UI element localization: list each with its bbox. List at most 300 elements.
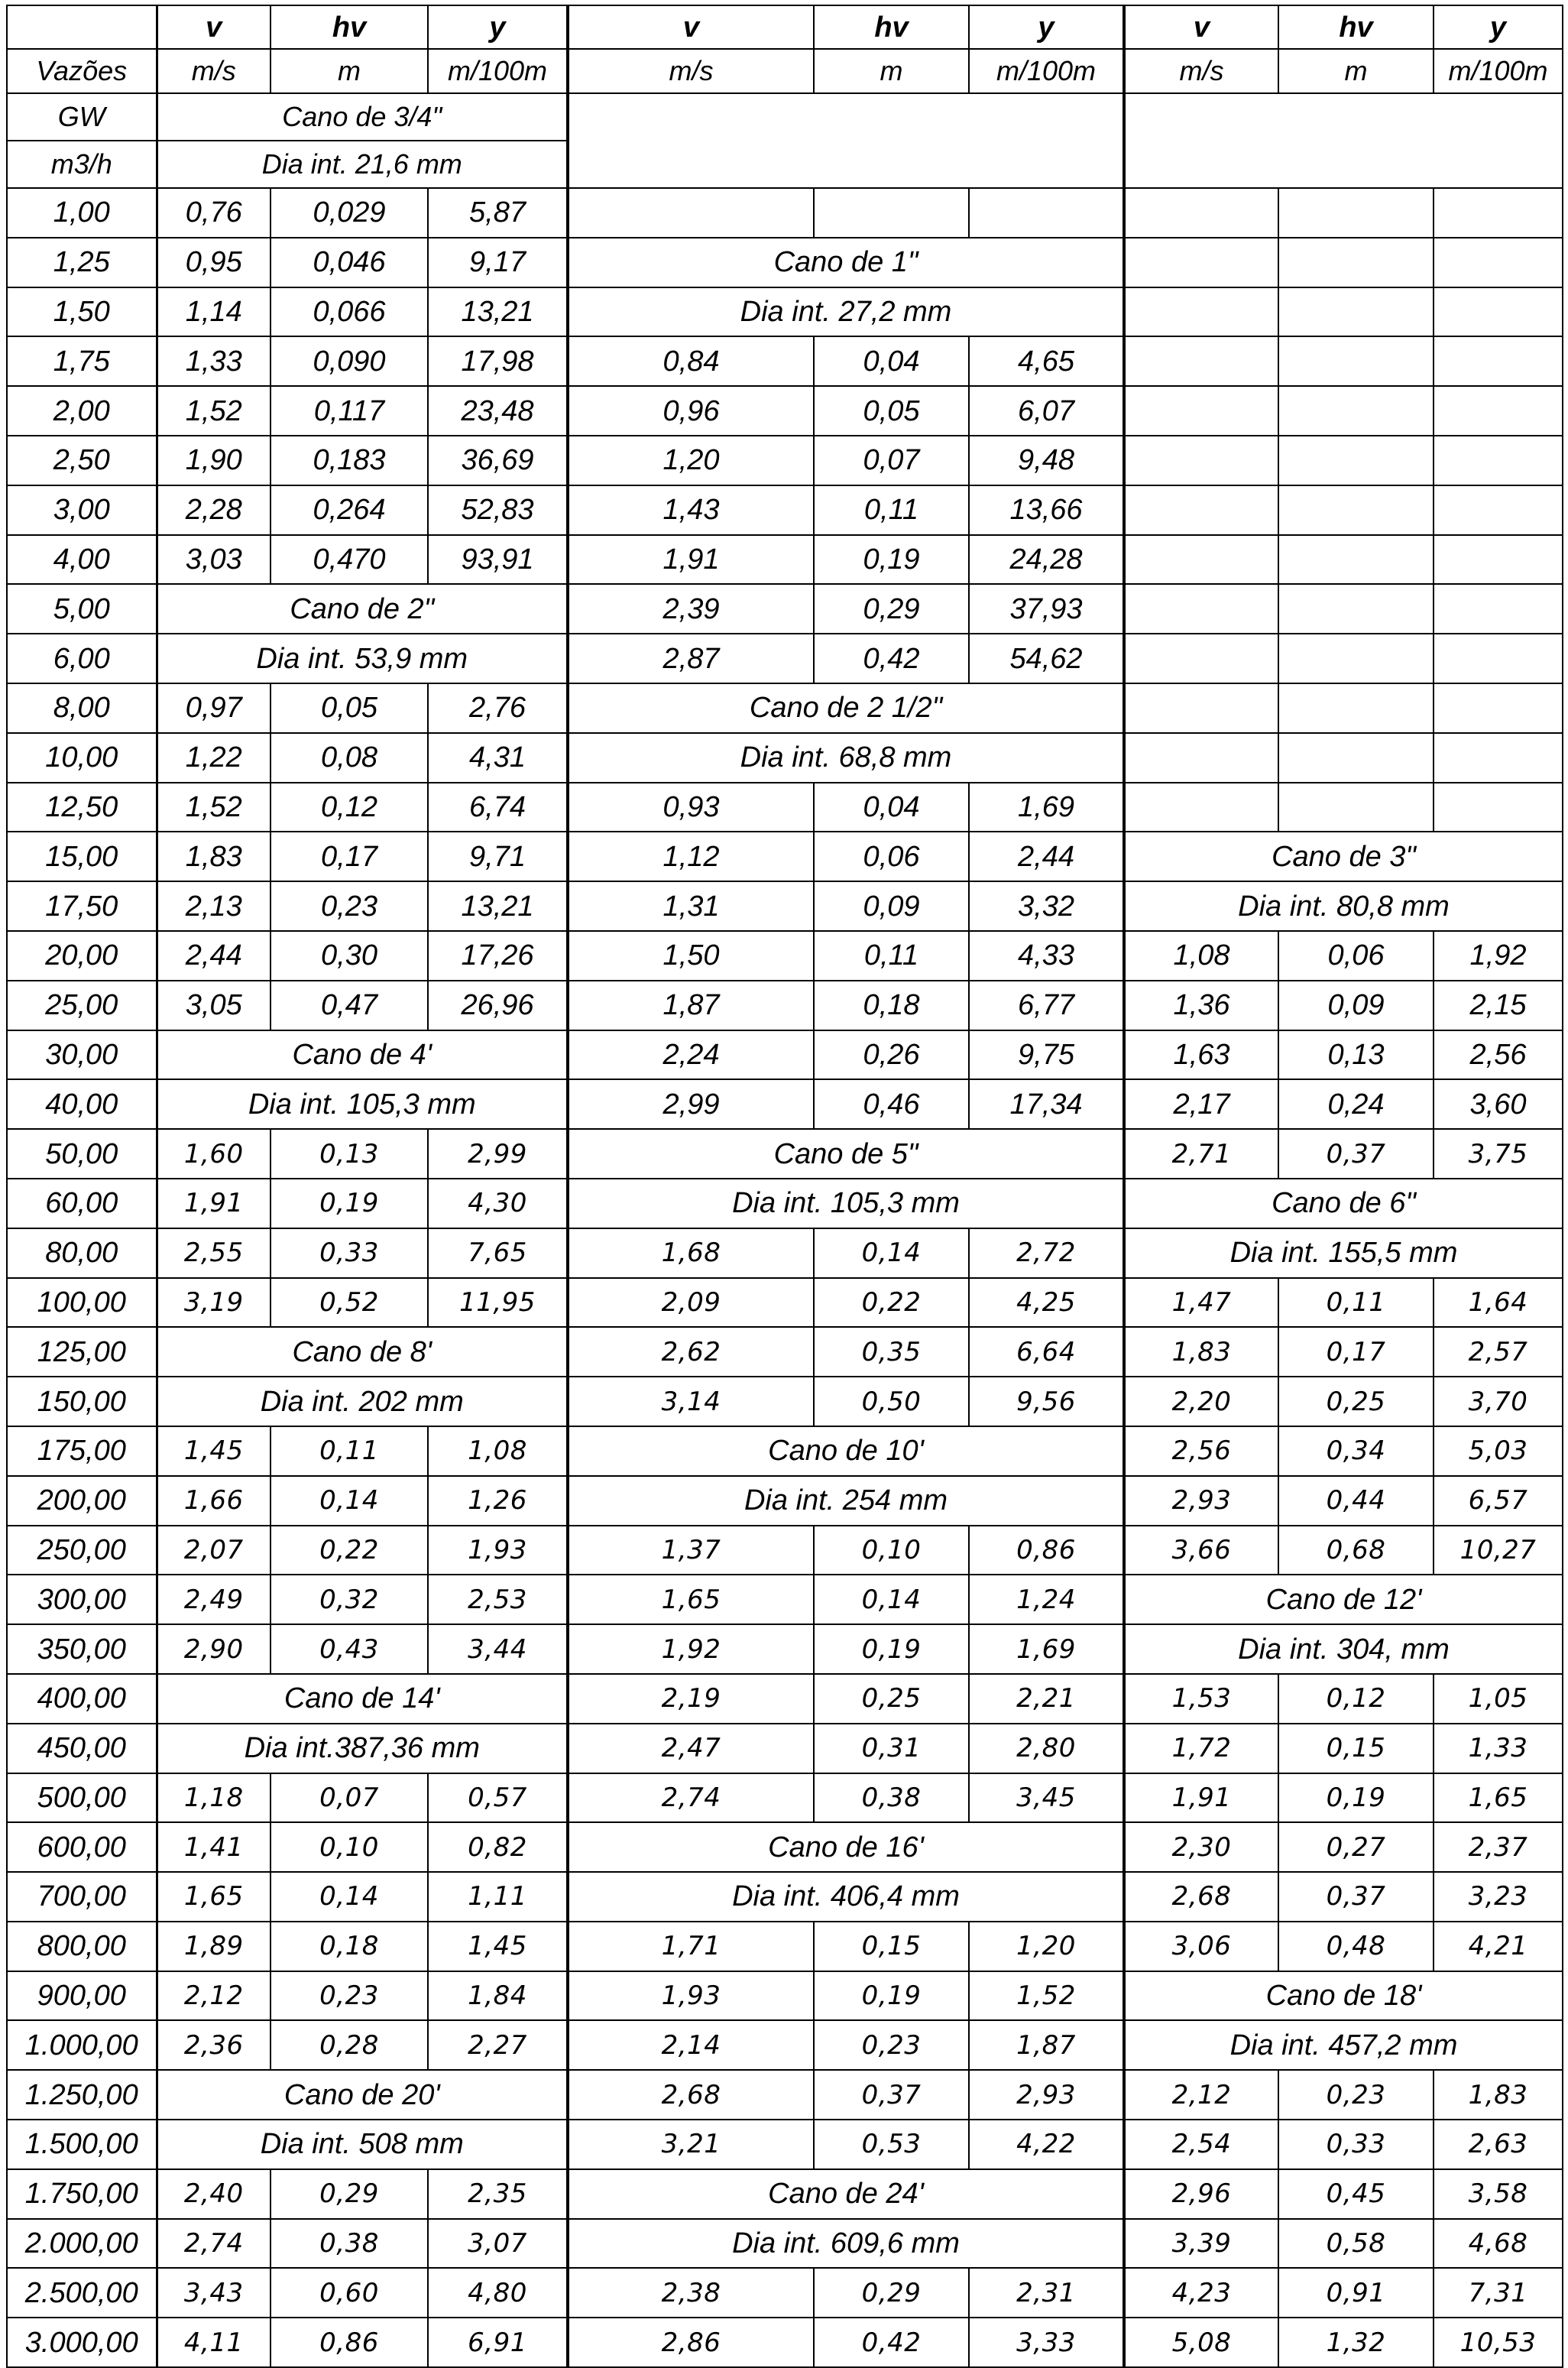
cell-hv xyxy=(1278,634,1434,683)
cell-hv: 0,14 xyxy=(814,1575,969,1624)
cell-v: 1,65 xyxy=(157,1872,271,1922)
cell-hv: 0,04 xyxy=(814,783,969,832)
cell-v: 3,14 xyxy=(568,1377,814,1426)
cell-hv: 0,25 xyxy=(814,1674,969,1724)
flow-value: 1.250,00 xyxy=(7,2070,157,2120)
header-corner-cell xyxy=(7,5,157,49)
col-header-y: y xyxy=(428,5,568,49)
cell-hv: 0,45 xyxy=(1278,2169,1434,2219)
cell-y: 2,53 xyxy=(428,1575,568,1624)
pipe-label: Cano de 10' xyxy=(568,1426,1124,1476)
unit-v: m/s xyxy=(1124,49,1278,93)
empty-header-block xyxy=(1124,93,1563,188)
pipe-label: Cano de 14' xyxy=(157,1674,568,1724)
cell-hv: 0,47 xyxy=(271,981,428,1030)
cell-y xyxy=(1434,783,1563,832)
cell-v: 1,71 xyxy=(568,1922,814,1971)
table-row xyxy=(7,1426,1563,1476)
cell-hv xyxy=(1278,436,1434,485)
cell-y xyxy=(1434,485,1563,535)
pipe-flow-table xyxy=(6,5,1563,2368)
table-row xyxy=(7,584,1563,634)
pipe-diameter: Dia int. 27,2 mm xyxy=(568,287,1124,337)
cell-y: 2,93 xyxy=(969,2070,1124,2120)
pipe-label: Cano de 2" xyxy=(157,584,568,634)
cell-y: 6,74 xyxy=(428,783,568,832)
cell-v: 2,28 xyxy=(157,485,271,535)
cell-v: 1,89 xyxy=(157,1922,271,1971)
flow-value: 3.000,00 xyxy=(7,2318,157,2367)
pipe-label: Cano de 18' xyxy=(1124,1971,1563,2021)
cell-hv: 0,48 xyxy=(1278,1922,1434,1971)
cell-v: 2,90 xyxy=(157,1624,271,1674)
cell-y: 1,64 xyxy=(1434,1278,1563,1328)
flow-unit: m3/h xyxy=(7,141,157,188)
cell-v: 2,14 xyxy=(568,2020,814,2070)
cell-v: 2,19 xyxy=(568,1674,814,1724)
cell-y: 13,21 xyxy=(428,287,568,337)
cell-hv: 0,07 xyxy=(814,436,969,485)
cell-v: 2,56 xyxy=(1124,1426,1278,1476)
cell-y: 3,32 xyxy=(969,881,1124,931)
cell-v: 1,53 xyxy=(1124,1674,1278,1724)
cell-y: 3,23 xyxy=(1434,1872,1563,1922)
cell-y: 0,86 xyxy=(969,1526,1124,1575)
table-row xyxy=(7,1872,1563,1922)
flow-value: 6,00 xyxy=(7,634,157,683)
cell-v: 2,54 xyxy=(1124,2120,1278,2169)
flow-value: 400,00 xyxy=(7,1674,157,1724)
table-row xyxy=(7,1971,1563,2021)
pipe-diameter: Dia int. 68,8 mm xyxy=(568,733,1124,783)
flow-value: 350,00 xyxy=(7,1624,157,1674)
cell-hv: 0,26 xyxy=(814,1030,969,1080)
flow-value: 1,00 xyxy=(7,188,157,238)
cell-hv: 0,19 xyxy=(814,1624,969,1674)
cell-y: 3,44 xyxy=(428,1624,568,1674)
cell-y: 6,07 xyxy=(969,386,1124,436)
cell-v: 1,63 xyxy=(1124,1030,1278,1080)
cell-hv: 0,44 xyxy=(1278,1476,1434,1526)
cell-hv: 0,066 xyxy=(271,287,428,337)
cell-v: 2,12 xyxy=(157,1971,271,2021)
cell-y: 1,84 xyxy=(428,1971,568,2021)
cell-v: 2,36 xyxy=(157,2020,271,2070)
cell-y: 1,65 xyxy=(1434,1773,1563,1823)
cell-hv: 0,50 xyxy=(814,1377,969,1426)
cell-v: 1,37 xyxy=(568,1526,814,1575)
header-row-units xyxy=(7,49,1563,93)
cell-hv: 0,42 xyxy=(814,2318,969,2367)
cell-hv: 0,25 xyxy=(1278,1377,1434,1426)
cell-y: 1,83 xyxy=(1434,2070,1563,2120)
flow-value: 800,00 xyxy=(7,1922,157,1971)
cell-v: 1,31 xyxy=(568,881,814,931)
cell-v: 2,09 xyxy=(568,1278,814,1328)
cell-v: 1,65 xyxy=(568,1575,814,1624)
cell-hv xyxy=(1278,188,1434,238)
cell-v xyxy=(1124,287,1278,337)
table-row xyxy=(7,2169,1563,2219)
cell-y xyxy=(1434,535,1563,585)
table-row xyxy=(7,2219,1563,2269)
flow-value: 4,00 xyxy=(7,535,157,585)
cell-hv: 0,09 xyxy=(1278,981,1434,1030)
cell-v: 3,06 xyxy=(1124,1922,1278,1971)
cell-v xyxy=(1124,783,1278,832)
table-row xyxy=(7,1773,1563,1823)
table-row xyxy=(7,1674,1563,1724)
cell-v: 1,83 xyxy=(157,832,271,881)
col-header-v: v xyxy=(157,5,271,49)
table-row xyxy=(7,2120,1563,2169)
table-row xyxy=(7,1179,1563,1228)
pipe-diameter: Dia int. 609,6 mm xyxy=(568,2219,1124,2269)
table-row xyxy=(7,1030,1563,1080)
cell-y: 7,65 xyxy=(428,1228,568,1278)
table-row xyxy=(7,336,1563,386)
flow-value: 1.750,00 xyxy=(7,2169,157,2219)
cell-hv: 0,183 xyxy=(271,436,428,485)
cell-hv: 0,090 xyxy=(271,336,428,386)
cell-v xyxy=(1124,535,1278,585)
cell-v: 3,21 xyxy=(568,2120,814,2169)
pipe-diameter: Dia int. 508 mm xyxy=(157,2120,568,2169)
cell-y: 1,26 xyxy=(428,1476,568,1526)
cell-v xyxy=(1124,336,1278,386)
cell-hv: 0,22 xyxy=(271,1526,428,1575)
cell-y: 3,70 xyxy=(1434,1377,1563,1426)
cell-y xyxy=(1434,238,1563,287)
pipe-diameter: Dia int. 202 mm xyxy=(157,1377,568,1426)
cell-y: 6,57 xyxy=(1434,1476,1563,1526)
cell-y: 1,92 xyxy=(1434,931,1563,981)
cell-v: 3,43 xyxy=(157,2268,271,2318)
cell-v: 1,93 xyxy=(568,1971,814,2021)
cell-hv: 0,06 xyxy=(814,832,969,881)
cell-hv: 0,07 xyxy=(271,1773,428,1823)
table-row xyxy=(7,1079,1563,1129)
cell-v: 1,91 xyxy=(157,1179,271,1228)
cell-v: 0,93 xyxy=(568,783,814,832)
cell-hv: 0,43 xyxy=(271,1624,428,1674)
cell-y: 3,07 xyxy=(428,2219,568,2269)
cell-v xyxy=(1124,733,1278,783)
cell-v: 1,47 xyxy=(1124,1278,1278,1328)
cell-y: 1,93 xyxy=(428,1526,568,1575)
cell-v xyxy=(1124,584,1278,634)
cell-v: 2,74 xyxy=(157,2219,271,2269)
cell-hv: 0,14 xyxy=(271,1872,428,1922)
cell-v: 1,60 xyxy=(157,1129,271,1179)
table-row xyxy=(7,1822,1563,1872)
pipe-label: Cano de 20' xyxy=(157,2070,568,2120)
cell-y: 9,48 xyxy=(969,436,1124,485)
col-header-hv: hv xyxy=(271,5,428,49)
cell-y: 2,37 xyxy=(1434,1822,1563,1872)
cell-y xyxy=(969,188,1124,238)
cell-y: 9,17 xyxy=(428,238,568,287)
cell-hv xyxy=(1278,683,1434,733)
cell-hv: 0,52 xyxy=(271,1278,428,1328)
pipe-label: Cano de 8' xyxy=(157,1327,568,1377)
cell-hv: 0,11 xyxy=(814,931,969,981)
cell-hv: 0,37 xyxy=(814,2070,969,2120)
table-row xyxy=(7,832,1563,881)
cell-y: 52,83 xyxy=(428,485,568,535)
cell-v: 0,76 xyxy=(157,188,271,238)
cell-hv: 0,53 xyxy=(814,2120,969,2169)
cell-hv: 0,06 xyxy=(1278,931,1434,981)
cell-y: 4,30 xyxy=(428,1179,568,1228)
unit-y: m/100m xyxy=(428,49,568,93)
pipe-label: Cano de 6" xyxy=(1124,1179,1563,1228)
cell-y: 2,80 xyxy=(969,1724,1124,1773)
cell-v: 2,74 xyxy=(568,1773,814,1823)
cell-y: 13,66 xyxy=(969,485,1124,535)
flow-value: 2,50 xyxy=(7,436,157,485)
cell-hv: 0,68 xyxy=(1278,1526,1434,1575)
table-row xyxy=(7,634,1563,683)
pipe-diameter: Dia int. 254 mm xyxy=(568,1476,1124,1526)
cell-y: 4,80 xyxy=(428,2268,568,2318)
cell-y: 26,96 xyxy=(428,981,568,1030)
cell-hv: 0,23 xyxy=(271,881,428,931)
cell-y: 1,87 xyxy=(969,2020,1124,2070)
cell-y: 3,60 xyxy=(1434,1079,1563,1129)
cell-hv: 0,17 xyxy=(1278,1327,1434,1377)
cell-v: 2,24 xyxy=(568,1030,814,1080)
pipe-label: Cano de 3/4" xyxy=(157,93,568,141)
table-row xyxy=(7,1377,1563,1426)
cell-hv: 0,23 xyxy=(1278,2070,1434,2120)
cell-y: 3,33 xyxy=(969,2318,1124,2367)
cell-y: 5,87 xyxy=(428,188,568,238)
cell-v: 2,20 xyxy=(1124,1377,1278,1426)
cell-v xyxy=(1124,436,1278,485)
cell-v: 2,13 xyxy=(157,881,271,931)
cell-hv: 0,12 xyxy=(271,783,428,832)
cell-y: 2,57 xyxy=(1434,1327,1563,1377)
cell-y xyxy=(1434,733,1563,783)
cell-y: 4,68 xyxy=(1434,2219,1563,2269)
cell-hv: 0,33 xyxy=(1278,2120,1434,2169)
cell-hv: 0,27 xyxy=(1278,1822,1434,1872)
cell-hv: 0,15 xyxy=(814,1922,969,1971)
cell-hv: 0,19 xyxy=(814,1971,969,2021)
cell-hv: 1,32 xyxy=(1278,2318,1434,2367)
cell-hv: 0,19 xyxy=(271,1179,428,1228)
cell-y: 2,27 xyxy=(428,2020,568,2070)
pipe-label: Cano de 24' xyxy=(568,2169,1124,2219)
cell-v: 1,36 xyxy=(1124,981,1278,1030)
pipe-diameter: Dia int. 105,3 mm xyxy=(568,1179,1124,1228)
cell-y: 1,08 xyxy=(428,1426,568,1476)
cell-hv xyxy=(814,188,969,238)
cell-y: 3,45 xyxy=(969,1773,1124,1823)
cell-v: 2,39 xyxy=(568,584,814,634)
flow-value: 1,25 xyxy=(7,238,157,287)
cell-v: 1,12 xyxy=(568,832,814,881)
flow-value: 40,00 xyxy=(7,1079,157,1129)
cell-v: 1,72 xyxy=(1124,1724,1278,1773)
pipe-label: Cano de 1" xyxy=(568,238,1124,287)
cell-hv: 0,23 xyxy=(271,1971,428,2021)
cell-y: 13,21 xyxy=(428,881,568,931)
cell-v: 3,05 xyxy=(157,981,271,1030)
cell-y: 37,93 xyxy=(969,584,1124,634)
cell-hv: 0,60 xyxy=(271,2268,428,2318)
cell-hv: 0,08 xyxy=(271,733,428,783)
cell-y: 93,91 xyxy=(428,535,568,585)
cell-y: 1,20 xyxy=(969,1922,1124,1971)
cell-y: 1,45 xyxy=(428,1922,568,1971)
header-row-pipe xyxy=(7,93,1563,141)
unit-v: m/s xyxy=(568,49,814,93)
cell-y: 17,34 xyxy=(969,1079,1124,1129)
cell-hv: 0,470 xyxy=(271,535,428,585)
cell-y: 7,31 xyxy=(1434,2268,1563,2318)
cell-v: 2,12 xyxy=(1124,2070,1278,2120)
cell-hv: 0,13 xyxy=(1278,1030,1434,1080)
cell-hv xyxy=(1278,485,1434,535)
pipe-diameter: Dia int. 53,9 mm xyxy=(157,634,568,683)
col-header-v: v xyxy=(1124,5,1278,49)
cell-v xyxy=(1124,238,1278,287)
unit-hv: m xyxy=(271,49,428,93)
cell-v: 3,66 xyxy=(1124,1526,1278,1575)
cell-hv: 0,12 xyxy=(1278,1674,1434,1724)
cell-hv: 0,29 xyxy=(271,2169,428,2219)
cell-y: 6,91 xyxy=(428,2318,568,2367)
cell-y: 2,21 xyxy=(969,1674,1124,1724)
flow-value: 5,00 xyxy=(7,584,157,634)
flow-value: 250,00 xyxy=(7,1526,157,1575)
cell-hv: 0,42 xyxy=(814,634,969,683)
cell-v: 0,96 xyxy=(568,386,814,436)
cell-v xyxy=(1124,386,1278,436)
cell-hv: 0,18 xyxy=(814,981,969,1030)
table-row xyxy=(7,1575,1563,1624)
flow-value: 200,00 xyxy=(7,1476,157,1526)
cell-v: 1,52 xyxy=(157,783,271,832)
cell-hv: 0,11 xyxy=(814,485,969,535)
flow-value: 8,00 xyxy=(7,683,157,733)
cell-hv: 0,29 xyxy=(814,2268,969,2318)
cell-hv: 0,38 xyxy=(271,2219,428,2269)
table-row xyxy=(7,386,1563,436)
table-row xyxy=(7,188,1563,238)
cell-y: 1,24 xyxy=(969,1575,1124,1624)
cell-hv: 0,28 xyxy=(271,2020,428,2070)
flow-value: 100,00 xyxy=(7,1278,157,1328)
flow-value: 500,00 xyxy=(7,1773,157,1823)
cell-hv: 0,31 xyxy=(814,1724,969,1773)
cell-v: 1,52 xyxy=(157,386,271,436)
flow-value: 60,00 xyxy=(7,1179,157,1228)
cell-v: 2,93 xyxy=(1124,1476,1278,1526)
cell-y: 36,69 xyxy=(428,436,568,485)
flow-value: 600,00 xyxy=(7,1822,157,1872)
cell-y: 11,95 xyxy=(428,1278,568,1328)
cell-hv: 0,046 xyxy=(271,238,428,287)
flow-value: 25,00 xyxy=(7,981,157,1030)
cell-v: 1,83 xyxy=(1124,1327,1278,1377)
cell-v: 0,84 xyxy=(568,336,814,386)
col-header-hv: hv xyxy=(1278,5,1434,49)
cell-y: 2,76 xyxy=(428,683,568,733)
cell-y: 2,99 xyxy=(428,1129,568,1179)
table-row xyxy=(7,981,1563,1030)
cell-y: 4,21 xyxy=(1434,1922,1563,1971)
pipe-diameter: Dia int. 21,6 mm xyxy=(157,141,568,188)
pipe-diameter: Dia int. 105,3 mm xyxy=(157,1079,568,1129)
flow-value: 17,50 xyxy=(7,881,157,931)
cell-v: 1,18 xyxy=(157,1773,271,1823)
cell-v: 1,43 xyxy=(568,485,814,535)
pipe-label: Cano de 3" xyxy=(1124,832,1563,881)
cell-hv: 0,86 xyxy=(271,2318,428,2367)
cell-y: 17,98 xyxy=(428,336,568,386)
cell-v xyxy=(1124,634,1278,683)
pipe-diameter: Dia int. 406,4 mm xyxy=(568,1872,1124,1922)
cell-y: 4,33 xyxy=(969,931,1124,981)
flow-value: 2.500,00 xyxy=(7,2268,157,2318)
pipe-label: Cano de 2 1/2" xyxy=(568,683,1124,733)
cell-hv: 0,05 xyxy=(814,386,969,436)
cell-y: 24,28 xyxy=(969,535,1124,585)
cell-v: 3,39 xyxy=(1124,2219,1278,2269)
cell-hv: 0,58 xyxy=(1278,2219,1434,2269)
cell-v: 2,55 xyxy=(157,1228,271,1278)
flow-value: 15,00 xyxy=(7,832,157,881)
cell-hv: 0,05 xyxy=(271,683,428,733)
cell-hv: 0,117 xyxy=(271,386,428,436)
cell-hv: 0,19 xyxy=(1278,1773,1434,1823)
flow-label: Vazões xyxy=(7,49,157,93)
cell-v: 0,95 xyxy=(157,238,271,287)
cell-v: 1,91 xyxy=(568,535,814,585)
unit-y: m/100m xyxy=(1434,49,1563,93)
cell-y: 0,82 xyxy=(428,1822,568,1872)
cell-y: 9,56 xyxy=(969,1377,1124,1426)
cell-y: 10,53 xyxy=(1434,2318,1563,2367)
cell-y xyxy=(1434,188,1563,238)
cell-y: 3,58 xyxy=(1434,2169,1563,2219)
cell-hv: 0,14 xyxy=(814,1228,969,1278)
cell-hv xyxy=(1278,783,1434,832)
flow-value: 175,00 xyxy=(7,1426,157,1476)
cell-v: 2,87 xyxy=(568,634,814,683)
table-row xyxy=(7,287,1563,337)
flow-value: 3,00 xyxy=(7,485,157,535)
flow-value: 150,00 xyxy=(7,1377,157,1426)
cell-hv xyxy=(1278,238,1434,287)
cell-v xyxy=(1124,485,1278,535)
table-row xyxy=(7,1228,1563,1278)
flow-value: 125,00 xyxy=(7,1327,157,1377)
cell-v: 1,20 xyxy=(568,436,814,485)
table-row xyxy=(7,1624,1563,1674)
cell-hv xyxy=(1278,386,1434,436)
cell-y: 1,05 xyxy=(1434,1674,1563,1724)
cell-v: 4,11 xyxy=(157,2318,271,2367)
cell-v: 1,08 xyxy=(1124,931,1278,981)
flow-value: 20,00 xyxy=(7,931,157,981)
cell-hv: 0,29 xyxy=(814,584,969,634)
table-row xyxy=(7,2070,1563,2120)
cell-y: 1,33 xyxy=(1434,1724,1563,1773)
